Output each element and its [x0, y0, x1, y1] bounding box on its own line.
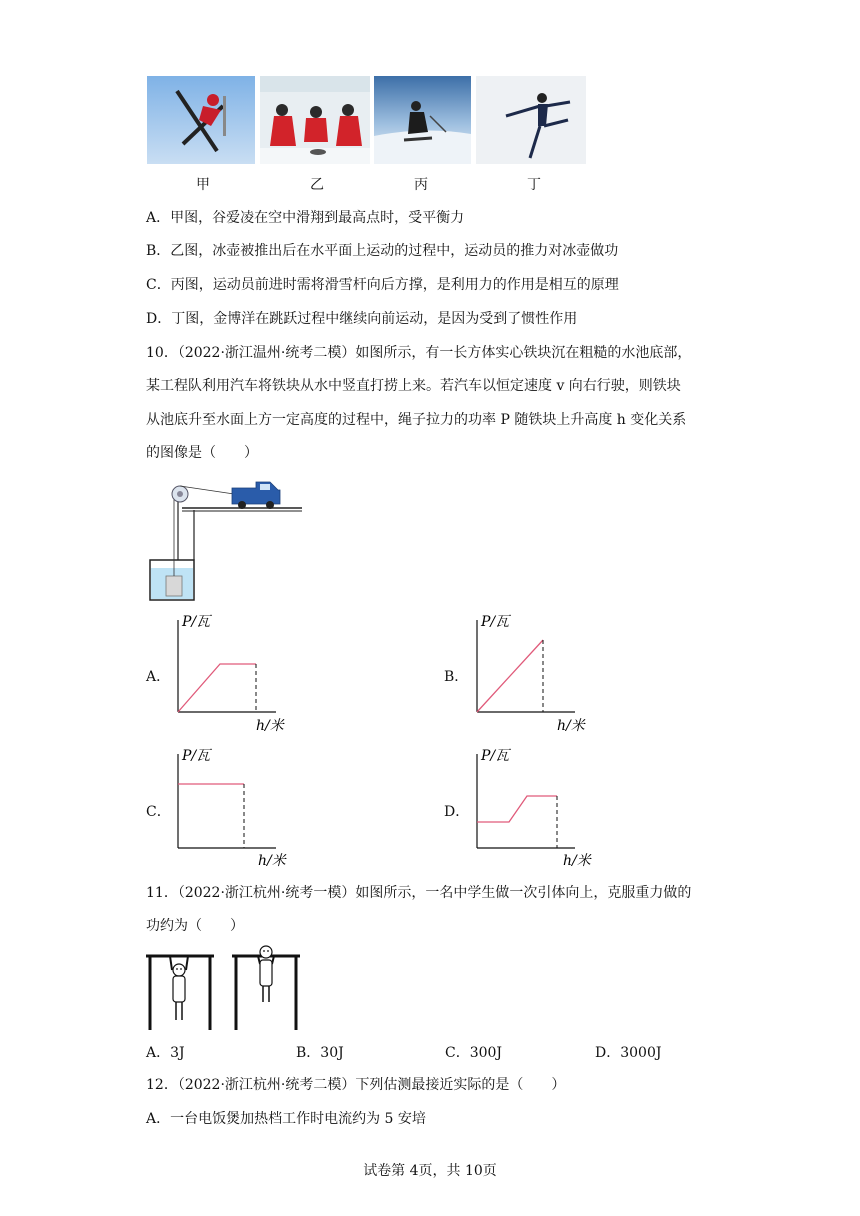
graph-a-y-label: P/瓦 — [182, 614, 211, 630]
caption-ding: 丁 — [527, 177, 541, 193]
q10-graph-d — [467, 746, 599, 868]
photo-bing-skier — [374, 76, 471, 164]
photo-ding-figure-skater — [476, 76, 586, 164]
graph-c-x-label: h/米 — [258, 853, 286, 868]
q11-stem-line-2: 功约为（ ） — [146, 918, 244, 934]
q9-option-b: B．乙图，冰壶被推出后在水平面上运动的过程中，运动员的推力对冰壶做功 — [146, 243, 619, 259]
q11-option-d: D．3000J — [595, 1045, 662, 1061]
graph-b-x-label: h/米 — [557, 718, 585, 734]
page-footer: 试卷第 4页，共 10页 — [363, 1163, 497, 1179]
q10-graph-c — [168, 746, 300, 868]
q11-option-b: B．30J — [296, 1045, 344, 1061]
q10-stem-line-3: 从池底升至水面上方一定高度的过程中，绳子拉力的功率 P 随铁块上升高度 h 变化关系 — [146, 412, 687, 428]
q10-option-b-label: B． — [444, 669, 469, 685]
q10-graph-b — [467, 612, 599, 734]
q11-option-a: A．3J — [146, 1045, 185, 1061]
caption-yi: 乙 — [310, 177, 324, 193]
graph-d-y-label: P/瓦 — [481, 748, 510, 764]
photo-yi-curling — [260, 76, 370, 164]
q10-option-c-label: C． — [146, 804, 171, 820]
graph-c-y-label: P/瓦 — [182, 748, 211, 764]
pulley-truck-diagram — [146, 474, 306, 602]
q9-option-a: A．甲图，谷爱凌在空中滑翔到最高点时，受平衡力 — [146, 210, 465, 226]
graph-a-x-label: h/米 — [256, 718, 284, 734]
graph-d-x-label: h/米 — [563, 853, 591, 868]
q9-option-c: C．丙图，运动员前进时需将滑雪杆向后方撑，是利用力的作用是相互的原理 — [146, 277, 619, 293]
caption-jia: 甲 — [196, 177, 210, 193]
q12-option-a: A．一台电饭煲加热档工作时电流约为 5 安培 — [146, 1111, 426, 1127]
q10-stem-line-1: 10．（2022·浙江温州·统考二模）如图所示，有一长方体实心铁块沉在粗糙的水池底部， — [146, 345, 692, 361]
q11-stem-line-1: 11．（2022·浙江杭州·统考一模）如图所示，一名中学生做一次引体向上，克服重力做的 — [146, 885, 692, 901]
q10-graph-a — [168, 612, 300, 734]
caption-bing: 丙 — [414, 177, 428, 193]
q10-option-a-label: A． — [146, 669, 171, 685]
q12-stem: 12．（2022·浙江杭州·统考二模）下列估测最接近实际的是（ ） — [146, 1077, 566, 1093]
q10-stem-line-4: 的图像是（ ） — [146, 445, 258, 461]
q11-option-c: C．300J — [445, 1045, 503, 1061]
q10-option-d-label: D． — [444, 804, 470, 820]
q9-option-d: D．丁图，金博洋在跳跃过程中继续向前运动，是因为受到了惯性作用 — [146, 311, 578, 327]
q10-stem-line-2: 某工程队利用汽车将铁块从水中竖直打捞上来。若汽车以恒定速度 v 向右行驶，则铁块 — [146, 378, 681, 394]
pull-up-diagram — [144, 944, 304, 1032]
graph-b-y-label: P/瓦 — [481, 614, 510, 630]
photo-jia-skier-aerial — [147, 76, 255, 164]
